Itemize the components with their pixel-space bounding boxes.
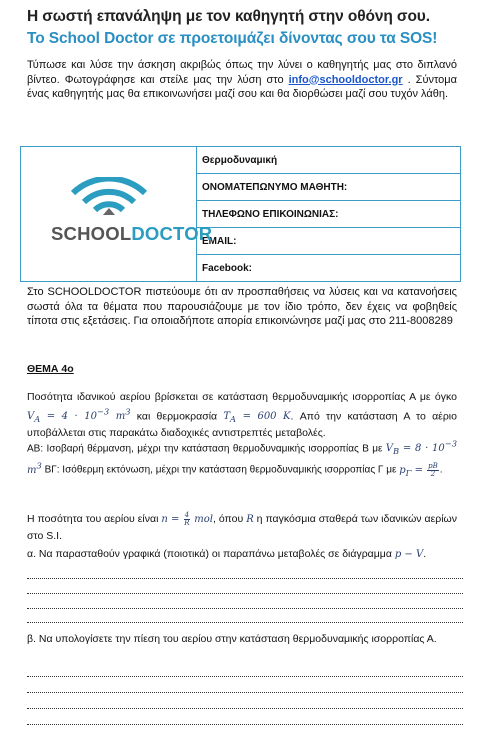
logo-text <box>51 223 212 245</box>
intro-text-before: Τύπωσε και λύσε την άσκηση ακριβώς όπως την λύνει ο καθηγητής μας στο διπλανό βίντεο. Φωτογράφησε και στείλε μας την λύση στο <box>27 59 457 86</box>
logo-school: SCHOOL <box>51 223 132 244</box>
moles-statement <box>27 511 457 545</box>
volume-a: $V_A = 4 \cdot 10^{-3}$ $m^3$ <box>27 406 131 424</box>
intro-paragraph <box>27 58 457 102</box>
text: ΑΒ: Ισοβαρή θέρμανση, μέχρι την κατάσταση θερμοδυναμικής ισορροπίας Β με <box>27 443 386 455</box>
gas-constant: R <box>246 514 254 525</box>
problem-intro <box>27 390 457 441</box>
answer-line[interactable] <box>27 578 463 579</box>
logo-doctor: DOCTOR <box>131 223 213 244</box>
text: . Από την κατάσταση Α το αέριο υποβάλλεται στις παρακάτω διαδοχικές αντιστρεπτές μεταβολές. <box>27 409 457 440</box>
text: α. Να παρασταθούν γραφικά (ποιοτικά) οι παραπάνω μεταβολές σε διάγραμμα <box>27 548 395 560</box>
text: η παγκόσμια σταθερά των ιδανικών αερίων στο S.I. <box>27 513 458 542</box>
answer-line[interactable] <box>27 708 463 709</box>
header-subtitle: Το School Doctor σε προετοιμάζει δίνοντας σου τα SOS! <box>27 30 438 47</box>
pressure-gamma: $p_\Gamma$ = $\frac{pB}{2}$ <box>399 461 438 478</box>
text: και θερμοκρασία <box>130 409 224 422</box>
answer-line[interactable] <box>27 593 463 594</box>
phone-field[interactable]: ΤΗΛΕΦΩΝΟ ΕΠΙΚΟΙΝΩΝΙΑΣ: <box>197 201 461 228</box>
answer-line[interactable] <box>27 724 463 725</box>
question-a <box>27 547 457 562</box>
student-info-table <box>20 146 461 282</box>
text: . <box>439 464 443 476</box>
volume-b: $V_B = 8 \cdot 10^{-3}$ $m^3$ <box>27 439 458 476</box>
question-b: β. Να υπολογίσετε την πίεση του αερίου στην κατάσταση θερμοδυναμικής ισορροπίας Α. <box>27 633 437 645</box>
intro-text-after: . Σύντομα ένας καθηγητής μας θα επικοινωνήσει μαζί σου και θα διορθώσει μαζί σου τυχόν λάθη. <box>27 73 457 100</box>
text: Η ποσότητα του αερίου είναι <box>27 513 162 525</box>
subject-cell: Θερμοδυναμική <box>197 147 461 174</box>
facebook-field[interactable]: Facebook: <box>197 255 461 282</box>
text: Ποσότητα ιδανικού αερίου βρίσκεται σε κατάσταση θερμοδυναμικής ισορροπίας Α με όγκο <box>27 391 457 403</box>
answer-line[interactable] <box>27 608 463 609</box>
student-name-field[interactable]: ΟΝΟΜΑΤΕΠΩΝΥΜΟ ΜΑΘΗΤΗ: <box>197 174 461 201</box>
answer-line[interactable] <box>27 622 463 623</box>
answer-line[interactable] <box>27 692 463 693</box>
pv-diagram: p − V <box>394 549 424 560</box>
text: , όπου <box>213 513 247 525</box>
logo-cell <box>21 147 213 282</box>
processes-description <box>27 437 457 480</box>
text: ΒΓ: Ισόθερμη εκτόνωση, μέχρι την κατάσταση θερμοδυναμικής ισορροπίας Γ με <box>41 464 400 476</box>
about-paragraph: Στο SCHOOLDOCTOR πιστεύουμε ότι αν προσπαθήσεις να λύσεις και να κατανοήσεις σωστά όλα τα θέματα που παρουσιάζουμε με τον ίδιο τρόπο, δεν έχεις να φοβηθείς τίποτα στις εξετάσεις. Για οποιαδήποτε απορία επικοινώνησε μαζί μας στο 211-8008289 <box>27 286 457 327</box>
schooldoctor-logo <box>21 147 213 281</box>
header-title: Η σωστή επανάληψη με τον καθηγητή στην οθόνη σου. <box>27 8 430 25</box>
temperature-a: $T_A = 600$ K <box>223 410 291 424</box>
answer-line[interactable] <box>27 676 463 677</box>
text: . <box>423 548 427 560</box>
problem-title: ΘΕΜΑ 4ο <box>27 363 74 375</box>
email-link[interactable]: info@schooldoctor.gr <box>288 73 403 86</box>
wifi-signal-icon <box>69 177 149 219</box>
moles-expression: n = $\frac{4}{R}$ mol <box>161 511 213 527</box>
email-field[interactable]: EMAIL: <box>197 228 461 255</box>
